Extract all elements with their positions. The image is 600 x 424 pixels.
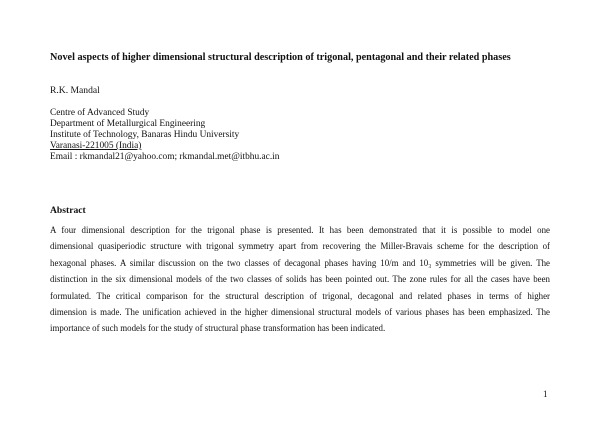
- affiliation-block: [50, 108, 279, 163]
- page-number: 1: [543, 389, 548, 399]
- abstract-line: dimensional quasiperiodic structure with trigonal symmetry apart from recovering the Miller-Bravais scheme for the description of: [50, 241, 550, 252]
- author-name: R.K. Mandal: [50, 85, 100, 96]
- abstract-body: [50, 222, 550, 337]
- paper-title: Novel aspects of higher dimensional structural description of trigonal, pentagonal and their related phases: [50, 52, 511, 63]
- email-line: Email : rkmandal21@yahoo.com; rkmandal.met@itbhu.ac.in: [50, 152, 280, 162]
- abstract-heading: Abstract: [50, 205, 86, 216]
- abstract-line: dimension is made. The unification achieved in the higher dimensional structural models of various phases has been emphasized. The: [50, 306, 550, 317]
- affiliation-line: Centre of Advanced Study: [50, 108, 150, 118]
- abstract-line: formulated. The critical comparison for the structural description of trigonal, decagonal and related phases in terms of higher: [50, 290, 550, 301]
- abstract-line: distinction in the six dimensional models of the two classes of solids has been pointed out. The zone rules for all the cases have been: [50, 274, 550, 285]
- abstract-line: hexagonal phases. A similar discussion on the two classes of decagonal phases having 10/m and 10₃ symmetries will be given. The: [50, 257, 550, 268]
- affiliation-line: Department of Metallurgical Engineering: [50, 119, 206, 129]
- abstract-line: importance of such models for the study of structural phase transformation has been indicated.: [50, 323, 386, 334]
- abstract-line: A four dimensional description for the trigonal phase is presented. It has been demonstrated that it is possible to model one: [50, 225, 550, 235]
- affiliation-line: Institute of Technology, Banaras Hindu University: [50, 130, 240, 140]
- affiliation-line: Varanasi-221005 (India): [50, 141, 142, 151]
